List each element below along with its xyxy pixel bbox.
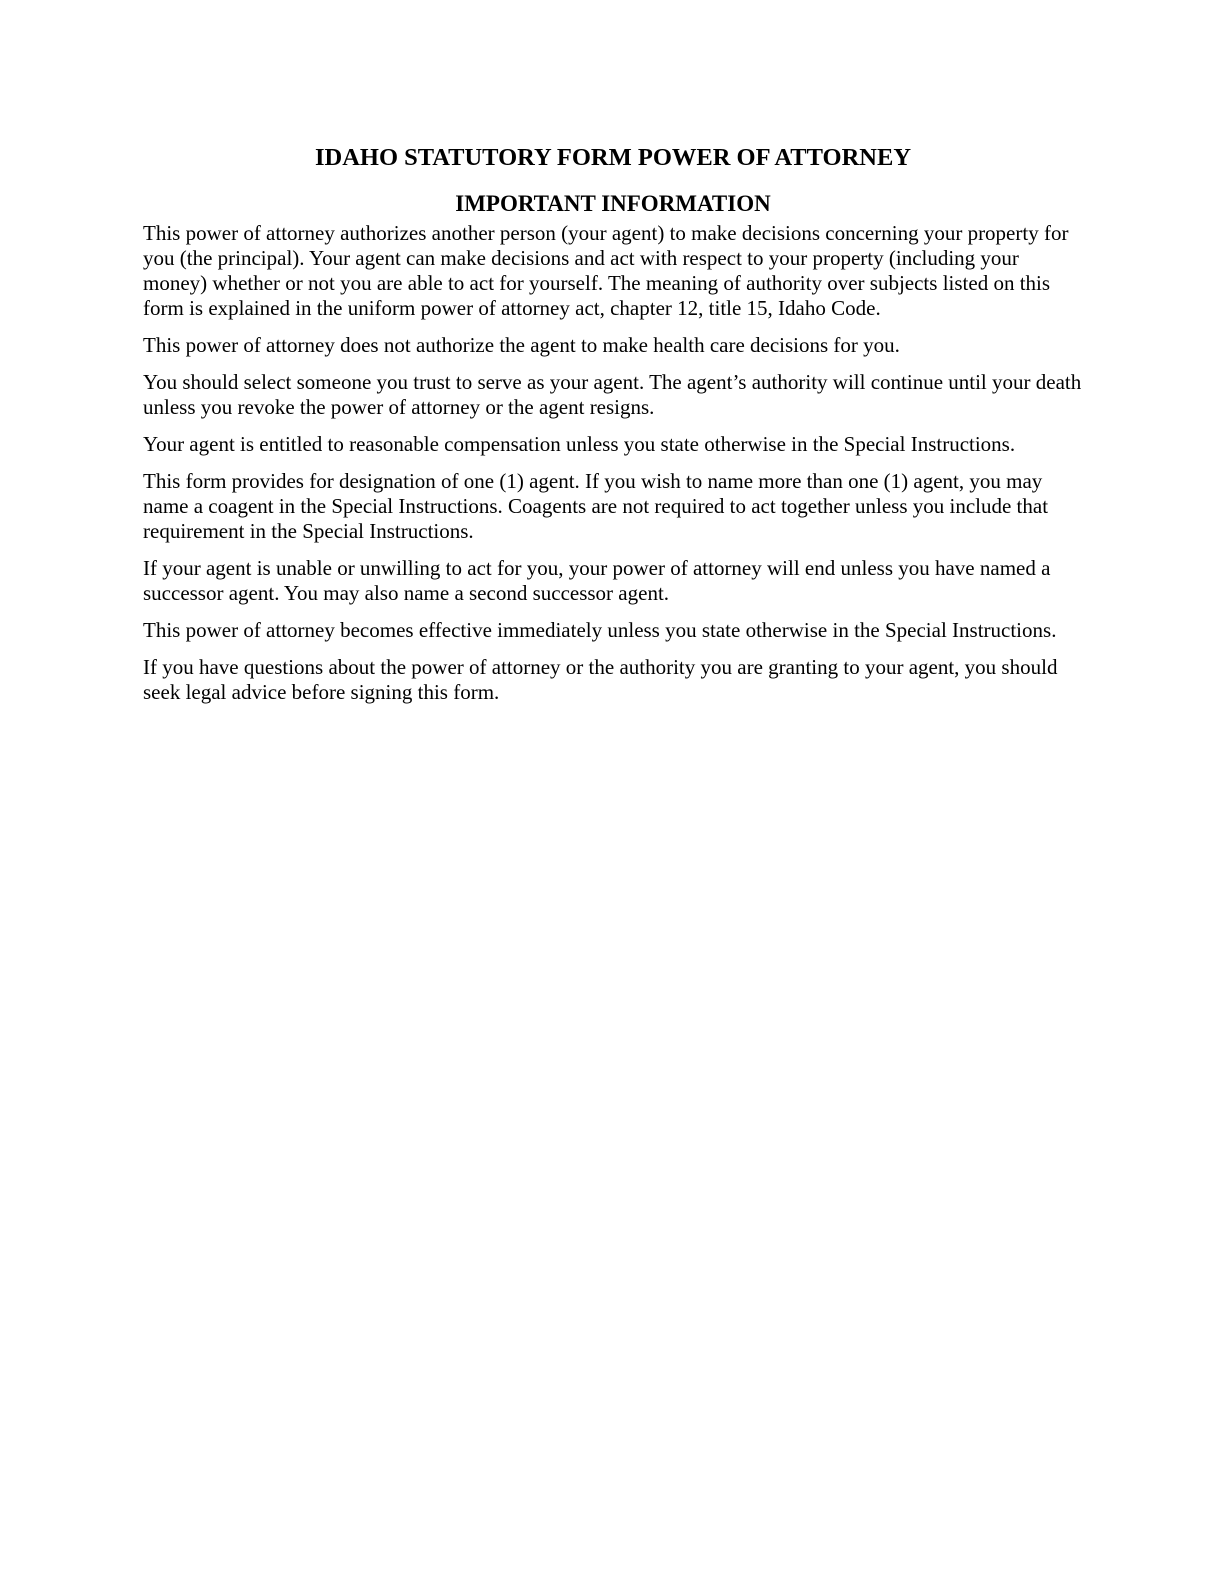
paragraph-compensation: Your agent is entitled to reasonable compensation unless you state otherwise in the Special Instructions. bbox=[143, 432, 1016, 456]
document-content bbox=[143, 143, 1083, 717]
paragraph-legal-advice: If you have questions about the power of attorney or the authority you are granting to your agent, you should seek legal advice before signing this form. bbox=[143, 655, 1058, 704]
paragraph-health-care: This power of attorney does not authorize the agent to make health care decisions for you. bbox=[143, 333, 900, 357]
paragraph-coagent: This form provides for designation of one (1) agent. If you wish to name more than one (1) agent, you may name a coagent in the Special Instructions. Coagents are not required to act together unless you include that requirement in the Special Instructions. bbox=[143, 469, 1049, 543]
paragraph-successor-agent: If your agent is unable or unwilling to act for you, your power of attorney will end unless you have named a successor agent. You may also name a second successor agent. bbox=[143, 556, 1051, 605]
paragraph-effective: This power of attorney becomes effective immediately unless you state otherwise in the Special Instructions. bbox=[143, 618, 1057, 642]
document-title: IDAHO STATUTORY FORM POWER OF ATTORNEY bbox=[314, 144, 912, 171]
paragraph-list bbox=[143, 221, 1083, 705]
paragraph-select-agent: You should select someone you trust to serve as your agent. The agent’s authority will continue until your death unless you revoke the power of attorney or the agent resigns. bbox=[143, 370, 1082, 419]
paragraph-authority: This power of attorney authorizes another person (your agent) to make decisions concerning your property for you (the principal). Your agent can make decisions and act with respect to your property (including your money) whether or not you are able to act for yourself. The meaning of authority over subjects listed on this form is explained in the uniform power of attorney act, chapter 12, title 15, Idaho Code. bbox=[143, 221, 1069, 320]
section-heading: IMPORTANT INFORMATION bbox=[455, 191, 771, 216]
